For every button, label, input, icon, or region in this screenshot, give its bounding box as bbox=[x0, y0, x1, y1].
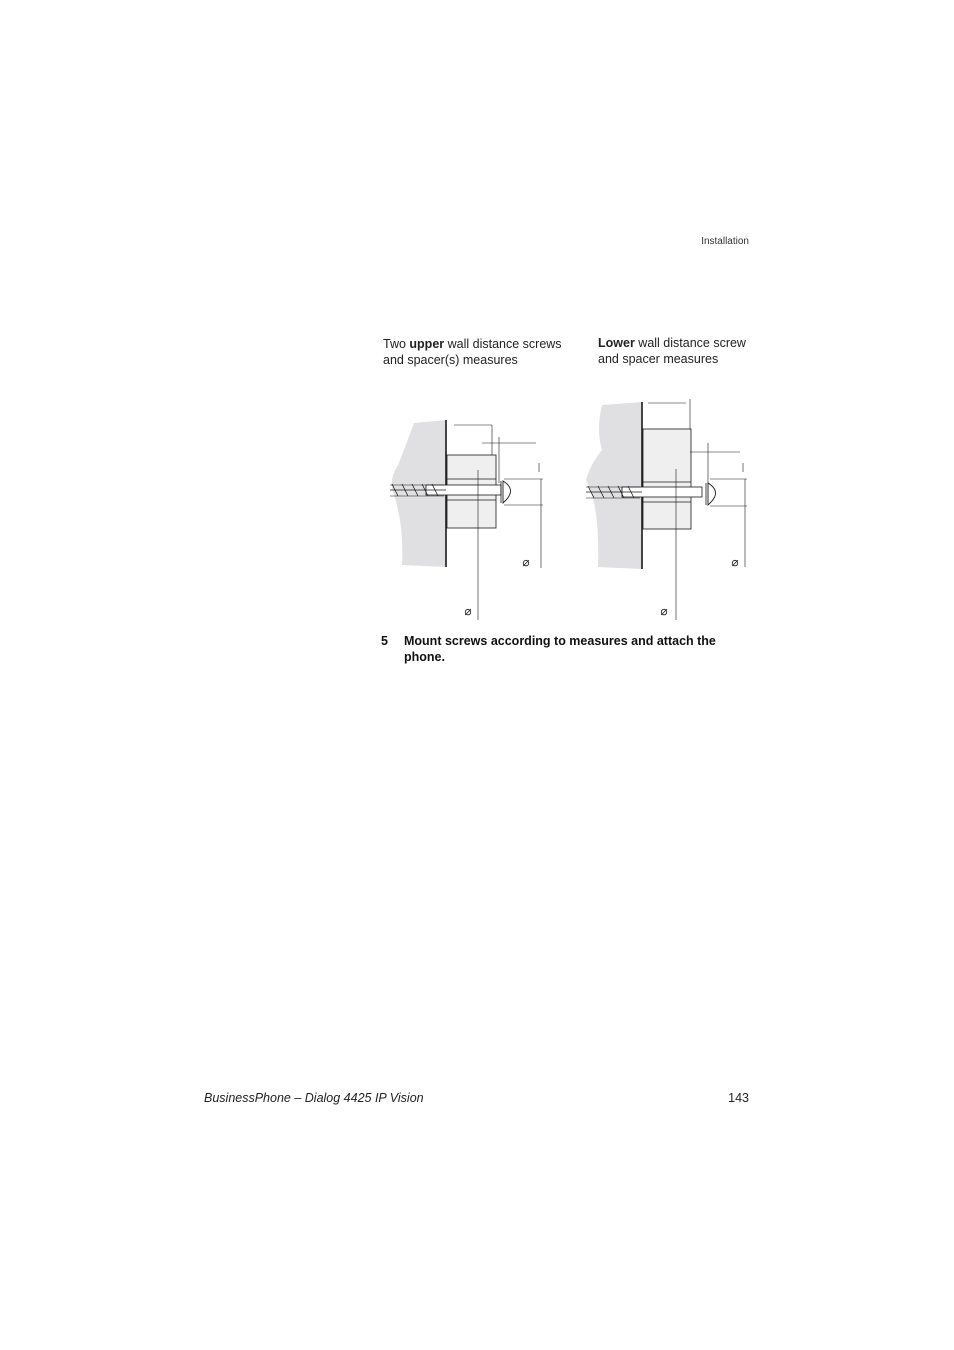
diameter-label: ⌀ bbox=[660, 604, 668, 618]
upper-screw-diagram bbox=[386, 415, 551, 620]
wall-section bbox=[586, 402, 642, 569]
upper-figure-caption bbox=[383, 337, 573, 368]
section-label: Installation bbox=[701, 236, 749, 247]
diameter-label: ⌀ bbox=[731, 555, 739, 569]
screw-head bbox=[708, 483, 716, 505]
diameter-label: ⌀ bbox=[522, 555, 530, 569]
spacer-block bbox=[643, 429, 691, 529]
caption-emphasis: upper bbox=[409, 337, 445, 351]
footer-title: BusinessPhone – Dialog 4425 IP Vision bbox=[204, 1091, 424, 1105]
caption-text: wall distance screws and spacer(s) measures bbox=[383, 337, 562, 367]
caption-emphasis: Lower bbox=[598, 336, 635, 350]
caption-text: wall distance screw and spacer measures bbox=[598, 336, 746, 366]
lower-figure-caption bbox=[598, 336, 758, 367]
screw-head bbox=[503, 481, 511, 503]
diameter-label: ⌀ bbox=[464, 604, 472, 618]
caption-text: Two bbox=[383, 337, 410, 351]
page-number: 143 bbox=[728, 1091, 749, 1105]
step-number: 5 bbox=[381, 634, 388, 648]
lower-screw-diagram bbox=[580, 395, 755, 620]
step-text: Mount screws according to measures and attach the phone. bbox=[404, 634, 716, 664]
